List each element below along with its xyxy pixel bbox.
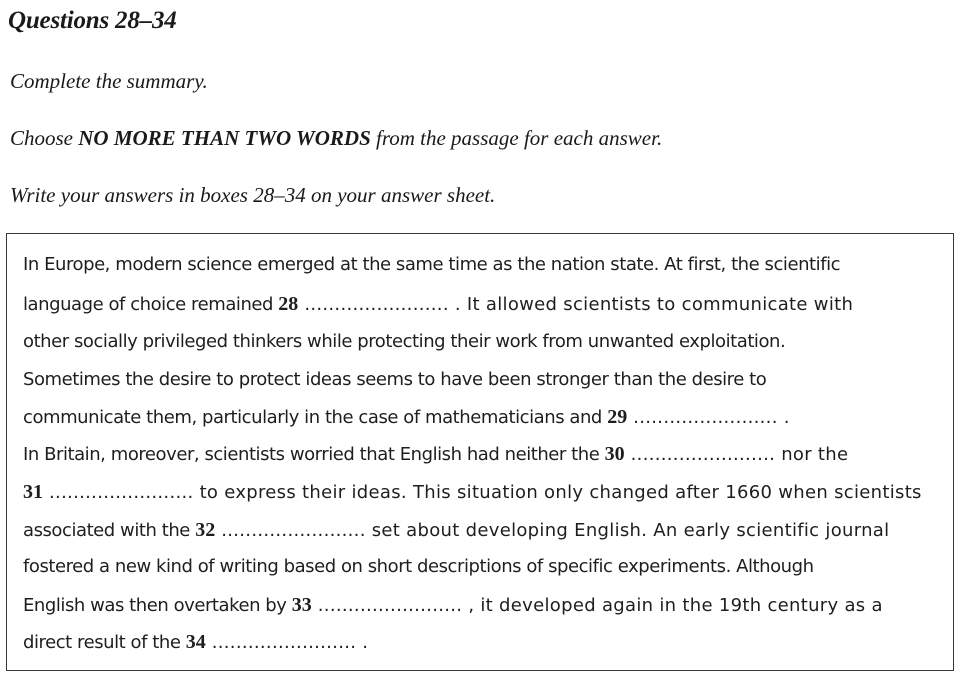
instruction-word-limit-post: from the passage for each answer. <box>370 126 663 150</box>
answer-gap-30: ........................ nor the <box>624 444 849 465</box>
answer-gap-33: ........................ , it developed again in the 19th century as a <box>311 595 883 616</box>
question-number-32: 32 <box>195 519 216 541</box>
question-number-30: 30 <box>604 443 625 465</box>
answer-gap-28: ........................ . It allowed scientists to communicate with <box>298 294 854 315</box>
summary-line-9: fostered a new kind of writing based on short descriptions of specific experiments. Although <box>23 556 814 577</box>
summary-text: In Britain, moreover, scientists worried that English had neither the <box>23 444 605 465</box>
summary-line-7 <box>23 479 922 506</box>
instruction-word-limit <box>10 124 662 152</box>
summary-line-8 <box>23 517 889 544</box>
questions-heading: Questions 28–34 <box>8 7 177 34</box>
summary-line-2 <box>23 291 853 318</box>
summary-text: language of choice remained <box>23 294 279 315</box>
summary-line-5 <box>23 404 790 431</box>
summary-line-11 <box>23 629 368 656</box>
summary-line-10 <box>23 592 883 619</box>
question-number-28: 28 <box>278 293 299 315</box>
question-number-33: 33 <box>291 594 312 616</box>
summary-line-6 <box>23 441 848 468</box>
summary-text: communicate them, particularly in the case of mathematicians and <box>23 407 608 428</box>
summary-text: English was then overtaken by <box>23 595 292 616</box>
instruction-word-limit-pre: Choose <box>10 126 79 150</box>
instruction-complete-summary: Complete the summary. <box>10 69 208 93</box>
question-number-31: 31 <box>23 481 43 503</box>
question-number-29: 29 <box>607 406 628 428</box>
summary-line-4: Sometimes the desire to protect ideas seems to have been stronger than the desire to <box>23 369 767 390</box>
summary-line-3: other socially privileged thinkers while protecting their work from unwanted exploitation. <box>23 331 786 352</box>
summary-line-1: In Europe, modern science emerged at the same time as the nation state. At first, the scientific <box>23 254 841 275</box>
question-number-34: 34 <box>185 631 206 653</box>
summary-text: associated with the <box>23 520 196 541</box>
instruction-word-limit-emphasis: NO MORE THAN TWO WORDS <box>78 126 371 150</box>
instruction-answer-sheet: Write your answers in boxes 28–34 on your answer sheet. <box>10 183 496 207</box>
answer-gap-34: ........................ . <box>205 632 369 653</box>
summary-box <box>6 233 954 671</box>
answer-gap-29: ........................ . <box>627 407 790 428</box>
answer-gap-32: ........................ set about developing English. An early scientific journal <box>215 520 890 541</box>
summary-text: direct result of the <box>23 632 186 653</box>
answer-gap-31: ........................ to express their ideas. This situation only changed after 1660 when scientists <box>43 482 922 503</box>
